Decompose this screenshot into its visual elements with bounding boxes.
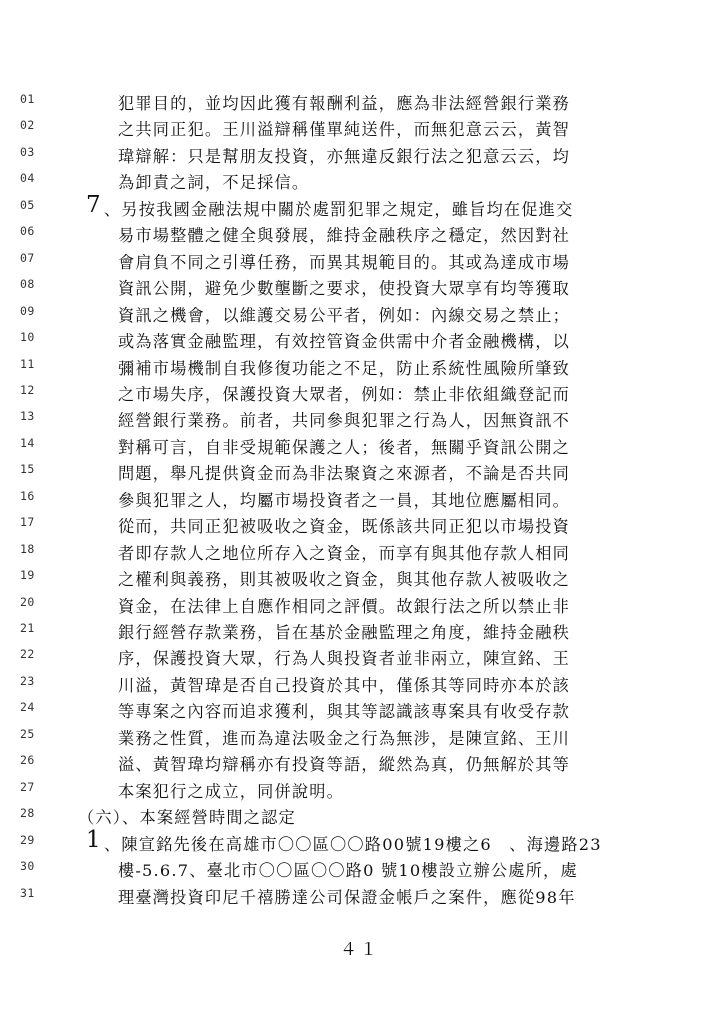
line-number: 25 [20, 726, 35, 741]
document-line [0, 884, 720, 910]
line-number: 28 [20, 806, 35, 821]
line-number: 24 [20, 700, 35, 715]
line-text: 銀行經營存款業務，旨在基於金融監理之角度，維持金融秩 [118, 623, 571, 642]
line-number: 31 [20, 885, 35, 900]
document-line [0, 778, 720, 804]
line-text: 資訊公開，避免少數壟斷之要求，使投資大眾享有均等獲取 [118, 279, 571, 299]
line-text: 從而，共同正犯被吸收之資金，既係該共同正犯以市場投資 [118, 517, 571, 537]
line-number: 10 [20, 330, 35, 345]
document-line [0, 804, 720, 830]
line-number: 01 [20, 92, 35, 106]
line-text: 溢、黃智瑋均辯稱亦有投資等語，縱然為真，仍無解於其等 [118, 755, 571, 775]
line-text: 瑋辯解：只是幫朋友投資，亦無違反銀行法之犯意云云，均 [118, 146, 571, 166]
line-number: 16 [20, 488, 35, 503]
line-number: 11 [20, 356, 35, 371]
line-number: 29 [20, 832, 35, 847]
item-marker: 7 [86, 191, 101, 218]
document-line [0, 169, 720, 195]
document-line [0, 222, 720, 248]
line-text: 或為落實金融監理，有效控管資金供需中介者金融機構，以 [118, 332, 571, 352]
line-text: 之共同正犯。王川溢辯稱僅單純送件，而無犯意云云，黃智 [118, 120, 571, 140]
line-text: 業務之性質，進而為違法吸金之行為無涉，是陳宣銘、王川 [118, 728, 571, 748]
line-number: 04 [20, 171, 35, 186]
line-text: 、陳宣銘先後在高雄市〇〇區〇〇路00號19樓之6 、海邊路23 [104, 834, 602, 854]
document-line [0, 540, 720, 566]
line-number: 14 [20, 435, 35, 450]
document-line [0, 434, 720, 460]
line-text: 、另按我國金融法規中關於處罰犯罪之規定，雖旨均在促進交 [104, 199, 574, 219]
line-number: 17 [20, 515, 35, 530]
line-text: 本案犯行之成立，同併說明。 [118, 781, 345, 801]
line-number: 02 [20, 118, 35, 133]
line-text: 彌補市場機制自我修復功能之不足，防止系統性風險所肇致 [118, 358, 571, 378]
line-number: 13 [20, 409, 35, 424]
line-number: 03 [20, 144, 35, 159]
document-line [0, 619, 720, 645]
line-text: 序，保護投資大眾，行為人與投資者並非兩立，陳宣銘、王 [118, 649, 571, 669]
line-text: 之權利與義務，則其被吸收之資金，與其他存款人被吸收之 [118, 570, 571, 590]
document-line [0, 751, 720, 777]
page-number: ４１ [340, 940, 380, 960]
document-line [0, 116, 720, 142]
line-text: 經營銀行業務。前者，共同參與犯罪之行為人，因無資訊不 [118, 411, 571, 431]
line-text: 易市場整體之健全與發展，維持金融秩序之穩定，然因對社 [118, 226, 571, 246]
line-text: 等專案之內容而追求獲利，與其等認識該專案具有收受存款 [118, 702, 571, 722]
line-text: 對稱可言，自非受規範保護之人；後者，無關乎資訊公開之 [118, 437, 571, 457]
line-number: 19 [20, 568, 35, 583]
line-number: 26 [20, 753, 35, 768]
item-marker: 1 [86, 826, 101, 853]
section-heading: （六）、本案經營時間之認定 [78, 808, 296, 828]
line-text: 資訊之機會，以維護交易公平者，例如：內線交易之禁止； [118, 305, 571, 325]
line-text: 資金，在法律上自應作相同之評價。故銀行法之所以禁止非 [118, 596, 571, 616]
document-line [0, 302, 720, 328]
line-text: 理臺灣投資印尼千禧勝達公司保證金帳戶之案件，應從98年 [118, 887, 576, 907]
line-number: 12 [20, 382, 35, 397]
document-line [0, 328, 720, 354]
document-line [0, 513, 720, 539]
document-line [0, 566, 720, 592]
line-number: 06 [20, 224, 35, 239]
line-number: 23 [20, 673, 35, 688]
line-number: 08 [20, 277, 35, 292]
document-line [0, 672, 720, 698]
line-text: 樓-5.6.7、臺北市〇〇區〇〇路0 號10樓設立辦公處所，處 [118, 861, 578, 881]
document-line [0, 90, 720, 116]
line-number: 20 [20, 594, 35, 609]
document-line [0, 143, 720, 169]
document-line [0, 857, 720, 883]
document-line [0, 249, 720, 275]
document-line [0, 275, 720, 301]
document-line [0, 460, 720, 486]
line-text: 問題，舉凡提供資金而為非法聚資之來源者，不論是否共同 [118, 464, 571, 484]
line-text: 之市場失序，保護投資大眾者，例如：禁止非依組織登記而 [118, 384, 571, 404]
line-number: 22 [20, 647, 35, 662]
document-line [0, 355, 720, 381]
line-number: 18 [20, 541, 35, 556]
line-text: 川溢，黃智瑋是否自己投資於其中，僅係其等同時亦本於該 [118, 675, 571, 695]
line-text: 為卸責之詞，不足採信。 [118, 173, 310, 193]
line-number: 30 [20, 859, 35, 874]
line-number: 05 [20, 197, 35, 212]
line-text: 參與犯罪之人，均屬市場投資者之一員，其地位應屬相同。 [118, 490, 571, 510]
line-number: 07 [20, 250, 35, 265]
document-line [0, 826, 720, 857]
line-text: 者即存款人之地位所存入之資金，而享有與其他存款人相同 [118, 543, 571, 563]
document-line [0, 191, 720, 222]
line-text: 會肩負不同之引導任務，而異其規範目的。其或為達成市場 [118, 252, 571, 272]
document-line [0, 593, 720, 619]
document-line [0, 698, 720, 724]
line-number: 27 [20, 779, 35, 794]
line-text: 犯罪目的，並均因此獲有報酬利益，應為非法經營銀行業務 [118, 94, 571, 113]
document-line [0, 407, 720, 433]
line-number: 15 [20, 462, 35, 477]
line-number: 09 [20, 303, 35, 318]
document-line [0, 487, 720, 513]
line-number: 21 [20, 621, 35, 635]
document-line [0, 381, 720, 407]
document-line [0, 725, 720, 751]
document-line [0, 645, 720, 671]
